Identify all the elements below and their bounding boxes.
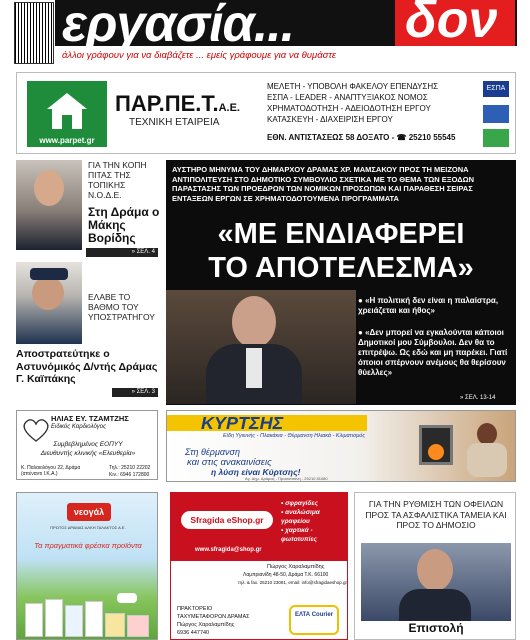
sfragida-contact: τηλ. & fax. 25210 23091, email: info@sfragidaeshop.gr	[237, 580, 347, 585]
neogal-line: ΠΡΩΤΟΣ ΔΡΑΜΑΣ ΑΛΚΗ ΓΑΛΑΚΤΟΣ Α.Ε.	[50, 525, 126, 530]
doctor-ad	[16, 410, 158, 480]
doctor-specialty: Ειδικός Καρδιολόγος	[51, 424, 106, 430]
masthead-title: εργασία...	[62, 0, 295, 53]
eu-flag-icon	[483, 105, 509, 123]
doctor-tel: Τηλ.: 25210 22202	[109, 465, 151, 471]
bullet-icon: ●	[358, 328, 366, 337]
parpet-phone: 25210 55545	[408, 133, 456, 142]
voridis-intro: ΓΙΑ ΤΗΝ ΚΟΠΗ ΠΙΤΑΣ ΤΗΣ ΤΟΠΙΚΗΣ Ν.Ο.Δ.Ε.	[88, 160, 147, 200]
doctor-name: ΗΛΙΑΣ ΕΥ. ΤΖΑΜΤΖΗΣ	[51, 414, 129, 423]
sfragida-name: Πώργος Χαραλαμπίδης	[267, 564, 325, 570]
main-quote-2	[358, 328, 514, 378]
main-kicker: ΑΥΣΤΗΡΟ ΜΗΝΥΜΑ ΤΟΥ ΔΗΜΑΡΧΟΥ ΔΡΑΜΑΣ ΧΡ. ΜΑΜΣΑΚΟΥ ΠΡΟΣ ΤΗ ΜΕΙΖΟΝΑ ΑΝΤΙΠΟΛΙΤΕΥΣΗ ΣΤΟ ΔΗΜΟΤΙΚΟ ΣΥΜΒΟΥΛΙΟ ΣΧΕΤΙΚΑ ΜΕ ΤΟ ΘΕΜΑ ΤΩΝ ΕΞΟΔΩΝ ΠΑΡΑΣΤΑΣΗΣ ΤΩΝ ΠΡΟΕΔΡΩΝ ΤΩΝ ΝΟΜΙΚΩΝ ΠΡΟΣΩΠΩΝ ΚΑΙ ΠΑΡΑΘΕΣΗ ΣΕΙΡΑΣ ΕΝΤΑΞΕΩΝ ΕΡΓΩΝ ΣΕ ΧΡΗΜΑΤΟΔΟΤΟΥΜΕΝΑ ΠΡΟΓΡΑΜΜΑΤΑ	[172, 165, 475, 203]
quote-2-text: «Δεν μπορεί να εγκαλούνται κάποιοι Δημοτικοί μου Σύμβουλοι. Δεν θα το επιτρέψω. Ως εδώ και μη παρέκει. Γιατί όποιοι σπέρνουν ανέμους θα θερίσουν θύελλες»	[358, 328, 508, 377]
neogal-logo: νεογάλ	[67, 503, 111, 521]
voridis-headline: Στη Δράμα ο Μάκης Βορίδης	[88, 205, 160, 245]
kyrtsis-ad	[166, 410, 516, 482]
woman-image	[457, 419, 513, 479]
sfragida-item: • σφραγίδες	[281, 500, 318, 507]
kaipakis-headline: Αποστρατεύτηκε ο Αστυνόμικός Δ/ντής Δράμας Γ. Καϊπάκης	[16, 348, 158, 385]
debt-photo	[361, 543, 511, 621]
elta-courier-logo: ΕΛΤΑ Courier	[289, 605, 339, 635]
kyrtsis-slogan1: Στη θέρμανση	[185, 447, 240, 457]
mayor-photo	[166, 290, 356, 404]
sfragida-items	[281, 499, 347, 544]
story-kaipakis[interactable]	[16, 262, 158, 398]
heart-icon	[21, 417, 51, 443]
sfragida-web: www.sfragida@shop.gr	[195, 547, 262, 553]
agency-line: ΠΡΑΚΤΟΡΕΙΟ	[177, 606, 213, 612]
parpet-company-name: ΠΑΡ.ΠΕ.Τ.	[115, 91, 219, 116]
debt-headline: Επιστολή	[408, 621, 464, 635]
quote-1-text: «Η πολιτική δεν είναι η παλαίστρα, χρειάζεται και ήθος»	[358, 296, 499, 315]
agency-line: ΤΑΧΥΜΕΤΑΦΟΡΩΝ ΔΡΑΜΑΣ	[177, 614, 250, 620]
doctor-mob: Κιν.: 6946 172800	[109, 472, 150, 478]
parpet-contact	[267, 133, 455, 142]
debt-story[interactable]	[354, 492, 516, 640]
parpet-service: ΜΕΛΕΤΗ - ΥΠΟΒΟΛΗ ΦΑΚΕΛΟΥ ΕΠΕΝΔΥΣΗΣ	[267, 82, 439, 91]
house-icon	[27, 83, 107, 135]
doctor-line1: Συμβεβλημένος ΕΟΠΥΥ	[53, 441, 123, 448]
main-headline-2: ΤΟ ΑΠΟΤΕΛΕΣΜΑ»	[208, 252, 474, 284]
parpet-subtitle: ΤΕΧΝΙΚΗ ΕΤΑΙΡΕΙΑ	[129, 117, 220, 128]
main-headline-1: «ΜΕ ΕΝΔΙΑΦΕΡΕΙ	[217, 218, 465, 250]
kaipakis-intro: ΕΛΑΒΕ ΤΟ ΒΑΘΜΟ ΤΟΥ ΥΠΟΣΤΡΑΤΗΓΟΥ	[88, 292, 155, 322]
sfragida-item: • αναλώσιμα γραφείου	[281, 509, 320, 525]
sfragida-agency	[177, 605, 277, 637]
espa-badge: ΕΣΠΑ	[483, 81, 509, 97]
parpet-ad	[16, 72, 516, 154]
debt-intro: ΓΙΑ ΤΗΝ ΡΥΘΜΙΣΗ ΤΩΝ ΟΦΕΙΛΩΝ ΠΡΟΣ ΤΑ ΑΣΦΑΛΙΣΤΙΚΑ ΤΑΜΕΙΑ ΚΑΙ ΠΡΟΣ ΤΟ ΔΗΜΟΣΙΟ	[365, 499, 507, 530]
parpet-logo	[27, 81, 107, 147]
bullet-icon: ●	[358, 296, 366, 305]
parpet-company	[115, 91, 240, 117]
neogal-slogan: Τα πραγματικά φρέσκα προϊόντα	[34, 541, 142, 550]
kyrtsis-slogan2: και στις ανακαινίσεις	[187, 457, 272, 468]
parpet-service: ΚΑΤΑΣΚΕΥΗ - ΔΙΑΧΕΙΡΙΣΗ ΕΡΓΟΥ	[267, 115, 393, 124]
green-logo-icon	[483, 129, 509, 147]
sfragida-ad	[170, 492, 348, 640]
story-voridis[interactable]	[16, 158, 158, 258]
kyrtsis-sub: Είδη Υγιεινής - Πλακάκια - Θέρμανση Ηλιακά - Κλιματισμός	[223, 433, 366, 439]
main-page-ref: » ΣΕΛ. 13-14	[460, 395, 496, 401]
kyrtsis-slogan3: η λύση είναι Κύρτσης!	[211, 467, 301, 477]
main-story[interactable]	[166, 160, 516, 405]
parpet-service: ΧΡΗΜΑΤΟΔΟΤΗΣΗ - ΑΔΕΙΟΔΟΤΗΣΗ ΕΡΓΟΥ	[267, 104, 431, 113]
parpet-service: ΕΣΠΑ - LEADER - ΑΝΑΠΤΥΞΙΑΚΟΣ ΝΟΜΟΣ	[267, 93, 428, 102]
main-quote-1	[358, 296, 514, 316]
voridis-photo	[16, 160, 82, 250]
parpet-company-suffix: Α.Ε.	[218, 102, 240, 114]
kaipakis-photo	[16, 262, 82, 344]
masthead-tagline: άλλοι γράφουν για να διαβάζετε ... εμείς γράφουμε για να θυμάστε	[62, 50, 337, 61]
sfragida-logo: Sfragida eShop.gr	[181, 511, 273, 529]
masthead	[0, 0, 530, 70]
fireplace-image	[419, 425, 453, 465]
parpet-url: www.parpet.gr	[39, 136, 95, 145]
phone-icon: ☎	[396, 133, 407, 142]
doctor-line2: Διευθυντής κλινικής «Ελευθερία»	[40, 450, 136, 457]
masthead-title-suffix: δον	[395, 0, 515, 46]
milk-products	[25, 599, 151, 639]
kyrtsis-footer: Αγ. Δημ. Δράμας - Προσοτσάνη - 25210 81080	[245, 476, 328, 481]
agency-line: 6936 447740	[177, 630, 210, 636]
barcode	[14, 2, 54, 64]
kyrtsis-brand: ΚΥΡΤΣΗΣ	[201, 413, 284, 433]
sfragida-address: Λαμπριανίδη 48-50, Δράμα Τ.Κ. 66100	[243, 572, 329, 578]
sfragida-item: • χαρτικά - φωτοτυπίες	[281, 527, 318, 543]
parpet-address: ΕΘΝ. ΑΝΤΙΣΤΑΣΕΩΣ 58 ΔΟΞΑΤΟ -	[267, 133, 395, 142]
doctor-address: Κ. Παλαιολόγου 22, Δράμα (απέναντι Ι.Κ.Α.)	[21, 465, 81, 477]
voridis-page-ref: » ΣΕΛ. 4	[86, 248, 158, 257]
parpet-services	[267, 81, 477, 125]
kaipakis-page-ref: » ΣΕΛ. 3	[112, 388, 158, 397]
neogal-ad	[16, 492, 158, 640]
agency-line: Πώργος Χαραλαμπίδης	[177, 622, 235, 628]
